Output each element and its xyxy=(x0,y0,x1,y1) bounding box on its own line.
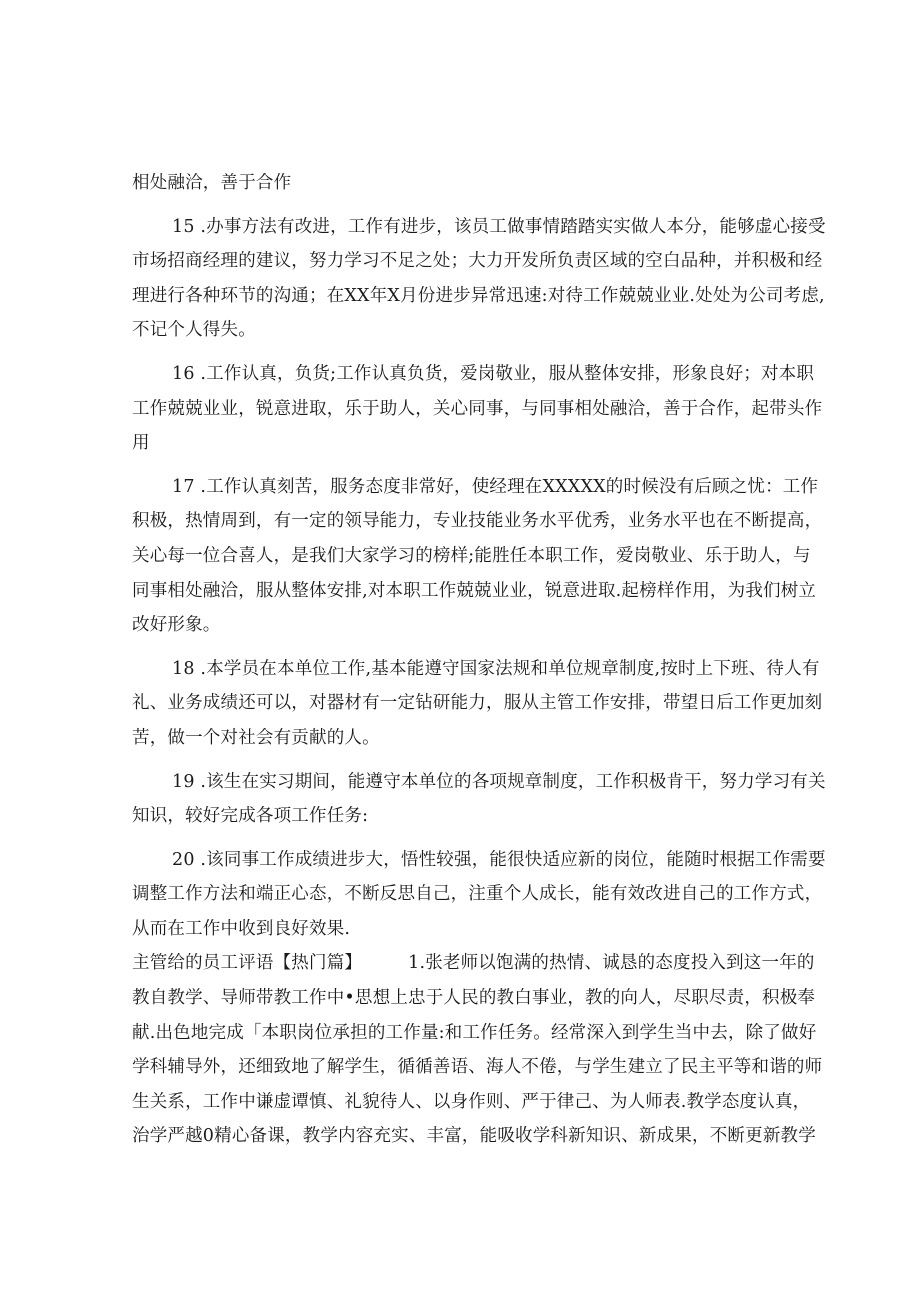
text-line: 市场招商经理的建议，努力学习不足之处；大力开发所负责区域的空白品种，并积极和经 xyxy=(132,251,823,272)
text-line: 调整工作方法和端正心态，不断反思自己，注重个人成长，能有效改进自己的工作方式， xyxy=(132,884,823,905)
section-text-line: 教自教学、导师带教工作中•思想上忠于人民的教白事业，教的向人，尽职尽责，积极奉 xyxy=(132,988,816,1009)
text-line: 工作兢兢业业，锐意进取，乐于助人，关心同事，与同事相处融洽，善于合作，起带头作 xyxy=(132,398,823,419)
text-line: 16 .工作认真，负货;工作认真负货，爱岗敬业，服从整体安排，形象良好；对本职 xyxy=(172,363,815,384)
text-line: 15 .办事方法有改进，工作有进步，该员工做事情踏踏实实做人本分，能够虚心接受 xyxy=(172,216,826,237)
paragraph-gap xyxy=(132,201,796,210)
text-line: 用 xyxy=(132,433,150,454)
section-first-line: 1.张老师以饱满的热情、诚恳的态度投入到这一年的 xyxy=(408,953,815,974)
text-line: 相处融洽，善于合作 xyxy=(132,173,292,193)
text-line: 18 .本学员在本单位工作,基本能遵守国家法规和单位规章制度,按时上下班、待人有 xyxy=(172,658,820,679)
section-heading-line xyxy=(132,946,815,981)
paragraph-gap xyxy=(132,461,796,470)
paragraph-gap xyxy=(132,834,796,843)
paragraph-gap xyxy=(132,643,796,652)
section-text-line: 治学严越0精心备课，教学内容充实、丰富，能吸收学科新知识、新成果，不断更新教学 xyxy=(132,1126,816,1147)
section-text-line: 献.出色地完成「本职岗位承担的工作量:和工作任务。经常深入到学生当中去，除了做好 xyxy=(132,1022,817,1043)
text-line: 20 .该同事工作成绩进步大，悟性较强，能很快适应新的岗位，能随时根据工作需要 xyxy=(172,849,826,870)
text-line: 不记个人得失。 xyxy=(132,320,256,341)
document-body xyxy=(132,166,826,1154)
paragraph-gap xyxy=(132,756,796,765)
text-line: 从而在工作中收到良好效果. xyxy=(132,918,351,939)
section-text-line: 生关系，工作中谦虚谭慎、礼貌待人、以身作则、严于律己、为人师表.教学态度认真， xyxy=(132,1091,811,1112)
text-line: 17 .工作认真刻苦，服务态度非常好，使经理在XXXXX的时候没有后顾之忧：工作 xyxy=(172,476,819,497)
paragraph-gap xyxy=(132,348,796,357)
text-line: 关心每一位合喜人，是我们大家学习的榜样;能胜任本职工作，爱岗敬业、乐于助人，与 xyxy=(132,545,811,566)
section-heading: 主管给的员工评语【热门篇】 xyxy=(132,953,363,974)
paragraph-lines xyxy=(132,166,826,946)
text-line: 理进行各种环节的沟通；在XX年X月份进步异常迅速:对待工作兢兢业业.处处为公司考虑, xyxy=(132,285,825,306)
text-line: 积极，热情周到，有一定的领导能力，专业技能业务水平优秀，业务水平也在不断提高， xyxy=(132,511,823,532)
text-line: 苦，做一个对社会有贡献的人。 xyxy=(132,727,380,748)
text-line: 19 .该生在实习期间，能遵守本单位的各项规章制度，工作积极肯干，努力学习有关 xyxy=(172,771,826,792)
text-line: 礼、业务成绩还可以，对器材有一定钻研能力，服从主管工作安排，带望日后工作更加刻 xyxy=(132,693,823,714)
section-lines xyxy=(132,981,823,1154)
text-line: 改好形象。 xyxy=(132,615,221,636)
text-line: 知识，较好完成各项工作任务: xyxy=(132,806,369,827)
text-line: 同事相处融洽，服从整体安排,对本职工作兢兢业业，锐意进取.起榜样作用，为我们树立 xyxy=(132,580,817,601)
section-text-line: 学科辅导外，还细致地了解学生，循循善语、海人不倦，与学生建立了民主平等和谐的师 xyxy=(132,1057,823,1078)
